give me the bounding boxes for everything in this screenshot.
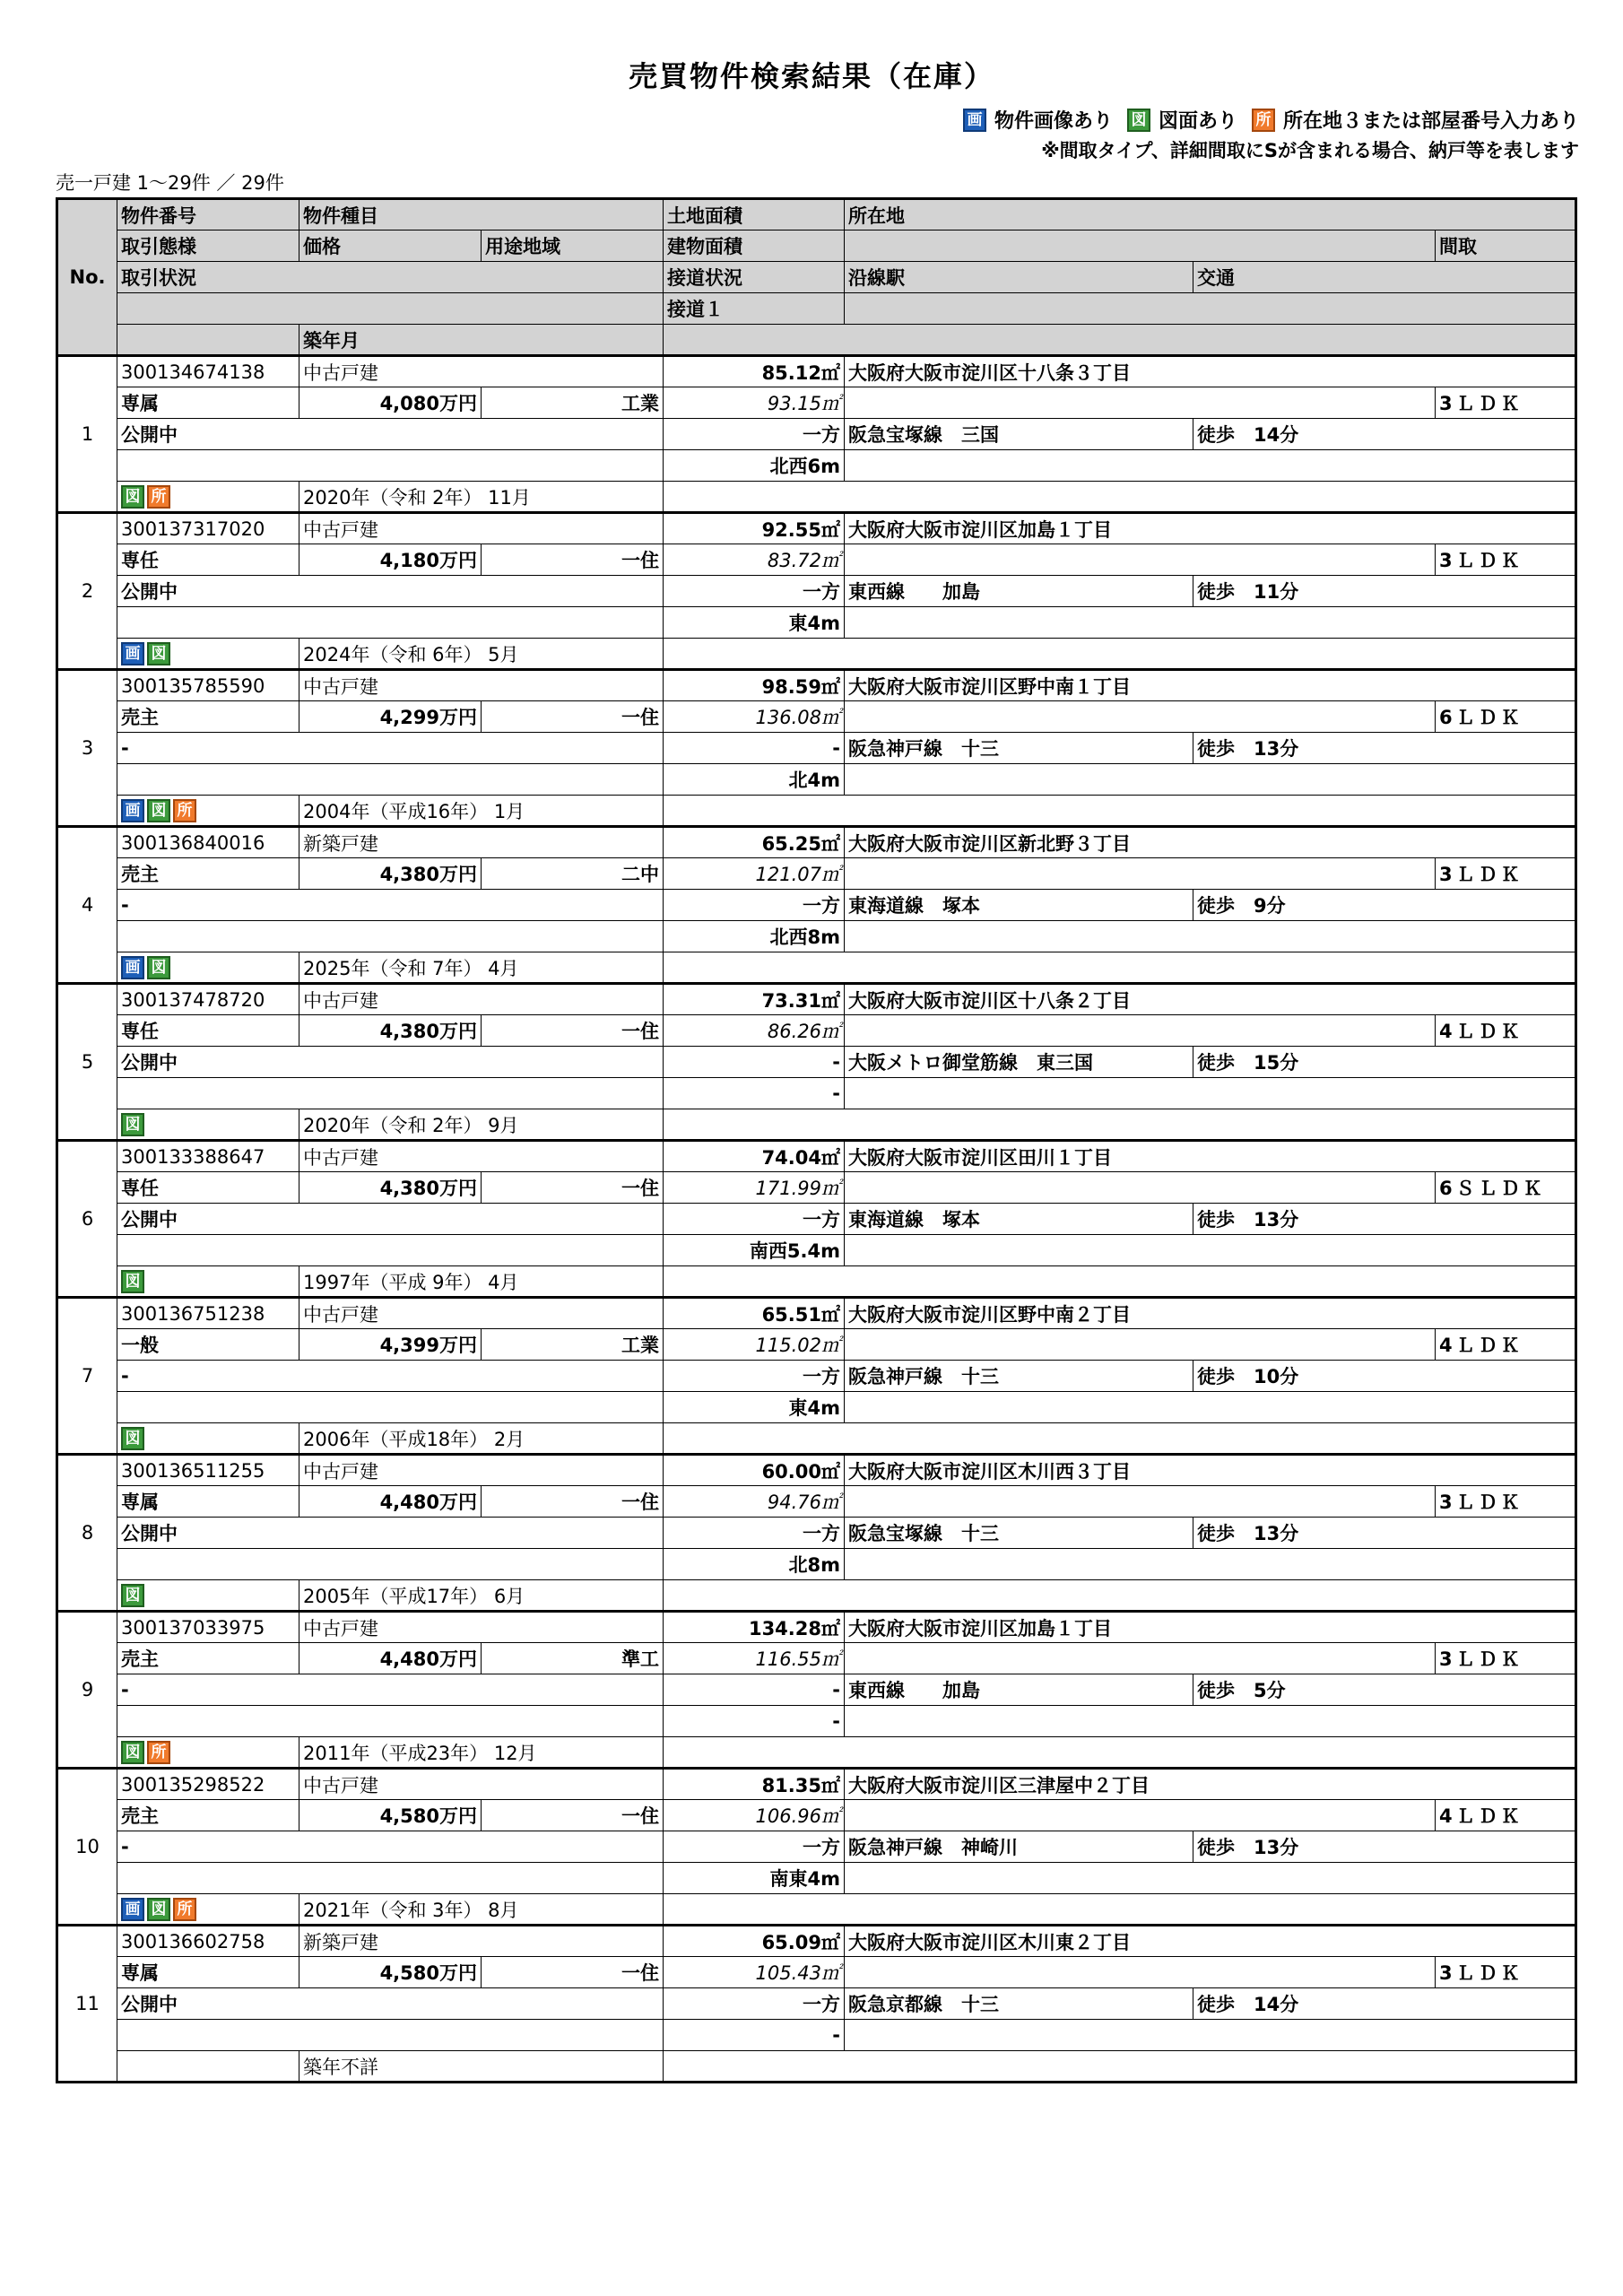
legend-label: 図面あり: [1158, 110, 1237, 133]
zoning: 工業: [482, 1329, 664, 1361]
road-1: -: [664, 2020, 845, 2051]
blank-cell: [845, 1015, 1436, 1047]
blank-cell: [664, 639, 1576, 670]
layout: 6ＳＬＤＫ: [1436, 1172, 1576, 1204]
header-yoto: 用途地域: [482, 230, 664, 262]
price: 4,380万円: [299, 858, 482, 890]
header-tochi: 土地面積: [664, 199, 845, 230]
deal-type: 専属: [117, 387, 299, 419]
photo-available-icon: 画: [963, 109, 986, 132]
built-date: 2021年（令和 3年） 8月: [299, 1894, 664, 1926]
blank-cell: [117, 450, 664, 482]
zoning: 一住: [482, 1957, 664, 1988]
blank-cell: [845, 1078, 1576, 1109]
property-id: 300136751238: [117, 1298, 299, 1329]
station-line: 東西線 加島: [845, 1674, 1193, 1706]
walk-time: 徒歩 13分: [1193, 1831, 1576, 1863]
property-record: [57, 1769, 1576, 1926]
address: 大阪府大阪市淀川区三津屋中２丁目: [845, 1769, 1576, 1800]
building-area: 106.96㎡: [664, 1800, 845, 1831]
address: 大阪府大阪市淀川区加島１丁目: [845, 1612, 1576, 1643]
layout: 4ＬＤＫ: [1436, 1329, 1576, 1361]
blank-cell: [117, 1706, 664, 1737]
station-line: 大阪メトロ御堂筋線 東三国: [845, 1047, 1193, 1078]
address: 大阪府大阪市淀川区加島１丁目: [845, 513, 1576, 544]
station-line: 東海道線 塚本: [845, 1204, 1193, 1235]
header-no: No.: [57, 199, 117, 356]
built-date: 2020年（令和 2年） 11月: [299, 482, 664, 513]
blank-cell: [664, 482, 1576, 513]
header-setsudo: 接道状況: [664, 262, 845, 293]
header-blank: [845, 293, 1576, 325]
built-date: 1997年（平成 9年） 4月: [299, 1266, 664, 1298]
deal-status: 公開中: [117, 419, 664, 450]
blank-cell: [117, 764, 664, 796]
header-kakaku: 価格: [299, 230, 482, 262]
blank-cell: [664, 796, 1576, 827]
deal-status: 公開中: [117, 1047, 664, 1078]
record-no: 1: [57, 356, 117, 513]
address: 大阪府大阪市淀川区木川西３丁目: [845, 1455, 1576, 1486]
land-area: 85.12㎡: [664, 356, 845, 387]
blank-cell: [845, 764, 1576, 796]
property-id: 300135785590: [117, 670, 299, 701]
built-date: 2005年（平成17年） 6月: [299, 1580, 664, 1612]
header-jokyo: 取引状況: [117, 262, 664, 293]
property-kind: 新築戸建: [299, 827, 664, 858]
property-record: [57, 356, 1576, 513]
road-1: -: [664, 1706, 845, 1737]
land-area: 74.04㎡: [664, 1141, 845, 1172]
road-1: -: [664, 1078, 845, 1109]
header-bukken-no: 物件番号: [117, 199, 299, 230]
blank-cell: [845, 1549, 1576, 1580]
blank-cell: [664, 1737, 1576, 1769]
land-area: 65.25㎡: [664, 827, 845, 858]
record-icons: [117, 639, 299, 670]
walk-time: 徒歩 13分: [1193, 733, 1576, 764]
address: 大阪府大阪市淀川区木川東２丁目: [845, 1926, 1576, 1957]
land-area: 134.28㎡: [664, 1612, 845, 1643]
record-no: 2: [57, 513, 117, 670]
blank-cell: [845, 921, 1576, 952]
property-id: 300136602758: [117, 1926, 299, 1957]
blank-cell: [117, 1392, 664, 1423]
road-access: -: [664, 733, 845, 764]
price: 4,180万円: [299, 544, 482, 576]
property-record: [57, 1612, 1576, 1769]
zoning: 一住: [482, 1172, 664, 1204]
layout: 3ＬＤＫ: [1436, 1643, 1576, 1674]
road-1: 北4m: [664, 764, 845, 796]
layout: 3ＬＤＫ: [1436, 858, 1576, 890]
property-record: [57, 1141, 1576, 1298]
header-blank: [845, 230, 1436, 262]
property-kind: 中古戸建: [299, 1141, 664, 1172]
floor-plan-icon: 図: [121, 1741, 144, 1764]
property-kind: 中古戸建: [299, 670, 664, 701]
property-record: [57, 670, 1576, 827]
road-access: 一方: [664, 419, 845, 450]
record-no: 9: [57, 1612, 117, 1769]
zoning: 一住: [482, 1800, 664, 1831]
property-kind: 中古戸建: [299, 1769, 664, 1800]
zoning: 一住: [482, 701, 664, 733]
header-tatemono: 建物面積: [664, 230, 845, 262]
walk-time: 徒歩 14分: [1193, 1988, 1576, 2020]
record-no: 10: [57, 1769, 117, 1926]
walk-time: 徒歩 15分: [1193, 1047, 1576, 1078]
deal-status: -: [117, 733, 664, 764]
address: 大阪府大阪市淀川区新北野３丁目: [845, 827, 1576, 858]
price: 4,380万円: [299, 1015, 482, 1047]
header-taiyo: 取引態様: [117, 230, 299, 262]
photo-available-icon: 画: [121, 799, 144, 822]
blank-cell: [845, 1235, 1576, 1266]
road-access: 一方: [664, 1518, 845, 1549]
blank-cell: [664, 2051, 1576, 2083]
floor-plan-icon: 図: [121, 1427, 144, 1450]
address: 大阪府大阪市淀川区十八条２丁目: [845, 984, 1576, 1015]
walk-time: 徒歩 13分: [1193, 1518, 1576, 1549]
property-id: 300137033975: [117, 1612, 299, 1643]
header-shozai: 所在地: [845, 199, 1576, 230]
page-title: 売買物件検索結果（在庫）: [628, 59, 994, 93]
layout: 3ＬＤＫ: [1436, 544, 1576, 576]
location-detail-icon: 所: [147, 485, 170, 509]
building-area: 121.07㎡: [664, 858, 845, 890]
location-detail-icon: 所: [173, 799, 196, 822]
record-no: 6: [57, 1141, 117, 1298]
record-icons: [117, 796, 299, 827]
built-date: 2006年（平成18年） 2月: [299, 1423, 664, 1455]
price: 4,480万円: [299, 1486, 482, 1518]
deal-status: -: [117, 1361, 664, 1392]
record-icons: [117, 2051, 299, 2083]
location-detail-icon: 所: [147, 1741, 170, 1764]
blank-cell: [664, 952, 1576, 984]
icon-legend: [954, 106, 1579, 134]
building-area: 136.08㎡: [664, 701, 845, 733]
deal-type: 専属: [117, 1486, 299, 1518]
price: 4,080万円: [299, 387, 482, 419]
deal-status: -: [117, 890, 664, 921]
blank-cell: [845, 2020, 1576, 2051]
property-kind: 中古戸建: [299, 1612, 664, 1643]
record-icons: [117, 1894, 299, 1926]
station-line: 阪急京都線 十三: [845, 1988, 1193, 2020]
address: 大阪府大阪市淀川区田川１丁目: [845, 1141, 1576, 1172]
building-area: 86.26㎡: [664, 1015, 845, 1047]
location-detail-icon: 所: [1252, 109, 1275, 132]
station-line: 東海道線 塚本: [845, 890, 1193, 921]
deal-type: 売主: [117, 1800, 299, 1831]
price: 4,480万円: [299, 1643, 482, 1674]
road-1: 東4m: [664, 1392, 845, 1423]
blank-cell: [117, 1863, 664, 1894]
building-area: 83.72㎡: [664, 544, 845, 576]
blank-cell: [845, 858, 1436, 890]
blank-cell: [117, 607, 664, 639]
deal-type: 専任: [117, 1172, 299, 1204]
blank-cell: [664, 1109, 1576, 1141]
price: 4,380万円: [299, 1172, 482, 1204]
blank-cell: [845, 1329, 1436, 1361]
layout: 3ＬＤＫ: [1436, 387, 1576, 419]
blank-cell: [845, 1392, 1576, 1423]
deal-status: 公開中: [117, 576, 664, 607]
header-kotsu: 交通: [1193, 262, 1576, 293]
price: 4,580万円: [299, 1957, 482, 1988]
record-no: 11: [57, 1926, 117, 2083]
blank-cell: [117, 1235, 664, 1266]
land-area: 65.09㎡: [664, 1926, 845, 1957]
deal-type: 一般: [117, 1329, 299, 1361]
road-access: 一方: [664, 576, 845, 607]
photo-available-icon: 画: [121, 642, 144, 665]
record-no: 4: [57, 827, 117, 984]
building-area: 171.99㎡: [664, 1172, 845, 1204]
floor-plan-icon: 図: [147, 1898, 170, 1921]
property-id: 300134674138: [117, 356, 299, 387]
layout: 3ＬＤＫ: [1436, 1957, 1576, 1988]
layout: 6ＬＤＫ: [1436, 701, 1576, 733]
legend-label: 所在地３または部屋番号入力あり: [1282, 110, 1579, 133]
record-no: 5: [57, 984, 117, 1141]
madori-note: ※間取タイプ、詳細間取にSが含まれる場合、納戸等を表します: [1041, 140, 1579, 161]
deal-type: 売主: [117, 701, 299, 733]
legend-location: [1252, 106, 1579, 134]
zoning: 一住: [482, 1015, 664, 1047]
road-access: 一方: [664, 1361, 845, 1392]
photo-available-icon: 画: [121, 1898, 144, 1921]
header-chiku: 築年月: [299, 325, 664, 356]
building-area: 116.55㎡: [664, 1643, 845, 1674]
property-record: [57, 513, 1576, 670]
road-access: -: [664, 1674, 845, 1706]
walk-time: 徒歩 13分: [1193, 1204, 1576, 1235]
walk-time: 徒歩 9分: [1193, 890, 1576, 921]
property-kind: 新築戸建: [299, 1926, 664, 1957]
built-date: 2024年（令和 6年） 5月: [299, 639, 664, 670]
walk-time: 徒歩 5分: [1193, 1674, 1576, 1706]
blank-cell: [845, 1643, 1436, 1674]
property-record: [57, 1926, 1576, 2083]
deal-type: 売主: [117, 858, 299, 890]
blank-cell: [845, 1957, 1436, 1988]
floor-plan-icon: 図: [147, 956, 170, 979]
zoning: 二中: [482, 858, 664, 890]
blank-cell: [664, 1580, 1576, 1612]
station-line: 阪急神戸線 十三: [845, 733, 1193, 764]
blank-cell: [117, 1078, 664, 1109]
deal-status: 公開中: [117, 1988, 664, 2020]
price: 4,399万円: [299, 1329, 482, 1361]
deal-status: 公開中: [117, 1518, 664, 1549]
built-date: 2004年（平成16年） 1月: [299, 796, 664, 827]
blank-cell: [845, 607, 1576, 639]
record-icons: [117, 1737, 299, 1769]
header-madori: 間取: [1436, 230, 1576, 262]
layout: 3ＬＤＫ: [1436, 1486, 1576, 1518]
property-kind: 中古戸建: [299, 984, 664, 1015]
floor-plan-icon: 図: [121, 485, 144, 509]
floor-plan-icon: 図: [121, 1584, 144, 1607]
built-date: 2025年（令和 7年） 4月: [299, 952, 664, 984]
result-count: 売一戸建 1〜29件 ／ 29件: [56, 172, 284, 194]
blank-cell: [117, 1549, 664, 1580]
record-icons: [117, 952, 299, 984]
station-line: 東西線 加島: [845, 576, 1193, 607]
building-area: 105.43㎡: [664, 1957, 845, 1988]
record-icons: [117, 1423, 299, 1455]
road-access: 一方: [664, 1988, 845, 2020]
address: 大阪府大阪市淀川区十八条３丁目: [845, 356, 1576, 387]
station-line: 阪急宝塚線 十三: [845, 1518, 1193, 1549]
blank-cell: [845, 701, 1436, 733]
property-record: [57, 1455, 1576, 1612]
station-line: 阪急宝塚線 三国: [845, 419, 1193, 450]
property-id: 300136511255: [117, 1455, 299, 1486]
table-header: [57, 199, 1576, 356]
floor-plan-icon: 図: [147, 642, 170, 665]
blank-cell: [845, 1486, 1436, 1518]
blank-cell: [845, 450, 1576, 482]
built-date: 築年不詳: [299, 2051, 664, 2083]
header-ensen: 沿線駅: [845, 262, 1193, 293]
blank-cell: [117, 2020, 664, 2051]
deal-type: 売主: [117, 1643, 299, 1674]
station-line: 阪急神戸線 神崎川: [845, 1831, 1193, 1863]
blank-cell: [117, 921, 664, 952]
road-access: 一方: [664, 1831, 845, 1863]
layout: 4ＬＤＫ: [1436, 1015, 1576, 1047]
blank-cell: [845, 1172, 1436, 1204]
address: 大阪府大阪市淀川区野中南１丁目: [845, 670, 1576, 701]
property-id: 300133388647: [117, 1141, 299, 1172]
record-icons: [117, 1580, 299, 1612]
building-area: 94.76㎡: [664, 1486, 845, 1518]
price: 4,580万円: [299, 1800, 482, 1831]
land-area: 73.31㎡: [664, 984, 845, 1015]
road-1: 南東4m: [664, 1863, 845, 1894]
blank-cell: [845, 1800, 1436, 1831]
location-detail-icon: 所: [173, 1898, 196, 1921]
blank-cell: [845, 1863, 1576, 1894]
legend-label: 物件画像あり: [994, 110, 1113, 133]
station-line: 阪急神戸線 十三: [845, 1361, 1193, 1392]
property-id: 300137317020: [117, 513, 299, 544]
price: 4,299万円: [299, 701, 482, 733]
legend-photo: [963, 106, 1113, 134]
road-1: 北西6m: [664, 450, 845, 482]
property-kind: 中古戸建: [299, 1298, 664, 1329]
building-area: 93.15㎡: [664, 387, 845, 419]
layout: 4ＬＤＫ: [1436, 1800, 1576, 1831]
land-area: 65.51㎡: [664, 1298, 845, 1329]
land-area: 60.00㎡: [664, 1455, 845, 1486]
property-id: 300135298522: [117, 1769, 299, 1800]
walk-time: 徒歩 14分: [1193, 419, 1576, 450]
land-area: 81.35㎡: [664, 1769, 845, 1800]
blank-cell: [845, 1706, 1576, 1737]
property-kind: 中古戸建: [299, 356, 664, 387]
zoning: 準工: [482, 1643, 664, 1674]
land-area: 92.55㎡: [664, 513, 845, 544]
header-blank: [664, 325, 1576, 356]
photo-available-icon: 画: [121, 956, 144, 979]
blank-cell: [664, 1894, 1576, 1926]
legend-plan: [1127, 106, 1237, 134]
deal-type: 専任: [117, 1015, 299, 1047]
record-no: 8: [57, 1455, 117, 1612]
header-blank: [117, 293, 664, 325]
zoning: 一住: [482, 544, 664, 576]
blank-cell: [664, 1423, 1576, 1455]
floor-plan-icon: 図: [1127, 109, 1150, 132]
property-kind: 中古戸建: [299, 513, 664, 544]
blank-cell: [664, 1266, 1576, 1298]
road-access: 一方: [664, 1204, 845, 1235]
land-area: 98.59㎡: [664, 670, 845, 701]
deal-status: -: [117, 1674, 664, 1706]
road-access: 一方: [664, 890, 845, 921]
building-area: 115.02㎡: [664, 1329, 845, 1361]
header-blank: [117, 325, 299, 356]
header-setsudo1: 接道１: [664, 293, 845, 325]
record-icons: [117, 1109, 299, 1141]
property-record: [57, 827, 1576, 984]
property-kind: 中古戸建: [299, 1455, 664, 1486]
built-date: 2011年（平成23年） 12月: [299, 1737, 664, 1769]
floor-plan-icon: 図: [147, 799, 170, 822]
property-id: 300136840016: [117, 827, 299, 858]
record-icons: [117, 1266, 299, 1298]
address: 大阪府大阪市淀川区野中南２丁目: [845, 1298, 1576, 1329]
floor-plan-icon: 図: [121, 1113, 144, 1136]
property-id: 300137478720: [117, 984, 299, 1015]
record-no: 7: [57, 1298, 117, 1455]
floor-plan-icon: 図: [121, 1270, 144, 1293]
record-no: 3: [57, 670, 117, 827]
deal-status: -: [117, 1831, 664, 1863]
blank-cell: [845, 544, 1436, 576]
road-1: 北西8m: [664, 921, 845, 952]
deal-type: 専任: [117, 544, 299, 576]
road-1: 北8m: [664, 1549, 845, 1580]
blank-cell: [845, 387, 1436, 419]
property-record: [57, 984, 1576, 1141]
record-icons: [117, 482, 299, 513]
walk-time: 徒歩 10分: [1193, 1361, 1576, 1392]
zoning: 一住: [482, 1486, 664, 1518]
road-1: 東4m: [664, 607, 845, 639]
deal-status: 公開中: [117, 1204, 664, 1235]
road-1: 南西5.4m: [664, 1235, 845, 1266]
results-table: [56, 197, 1577, 2083]
zoning: 工業: [482, 387, 664, 419]
road-access: -: [664, 1047, 845, 1078]
deal-type: 専属: [117, 1957, 299, 1988]
header-shubetsu: 物件種目: [299, 199, 664, 230]
property-record: [57, 1298, 1576, 1455]
walk-time: 徒歩 11分: [1193, 576, 1576, 607]
built-date: 2020年（令和 2年） 9月: [299, 1109, 664, 1141]
